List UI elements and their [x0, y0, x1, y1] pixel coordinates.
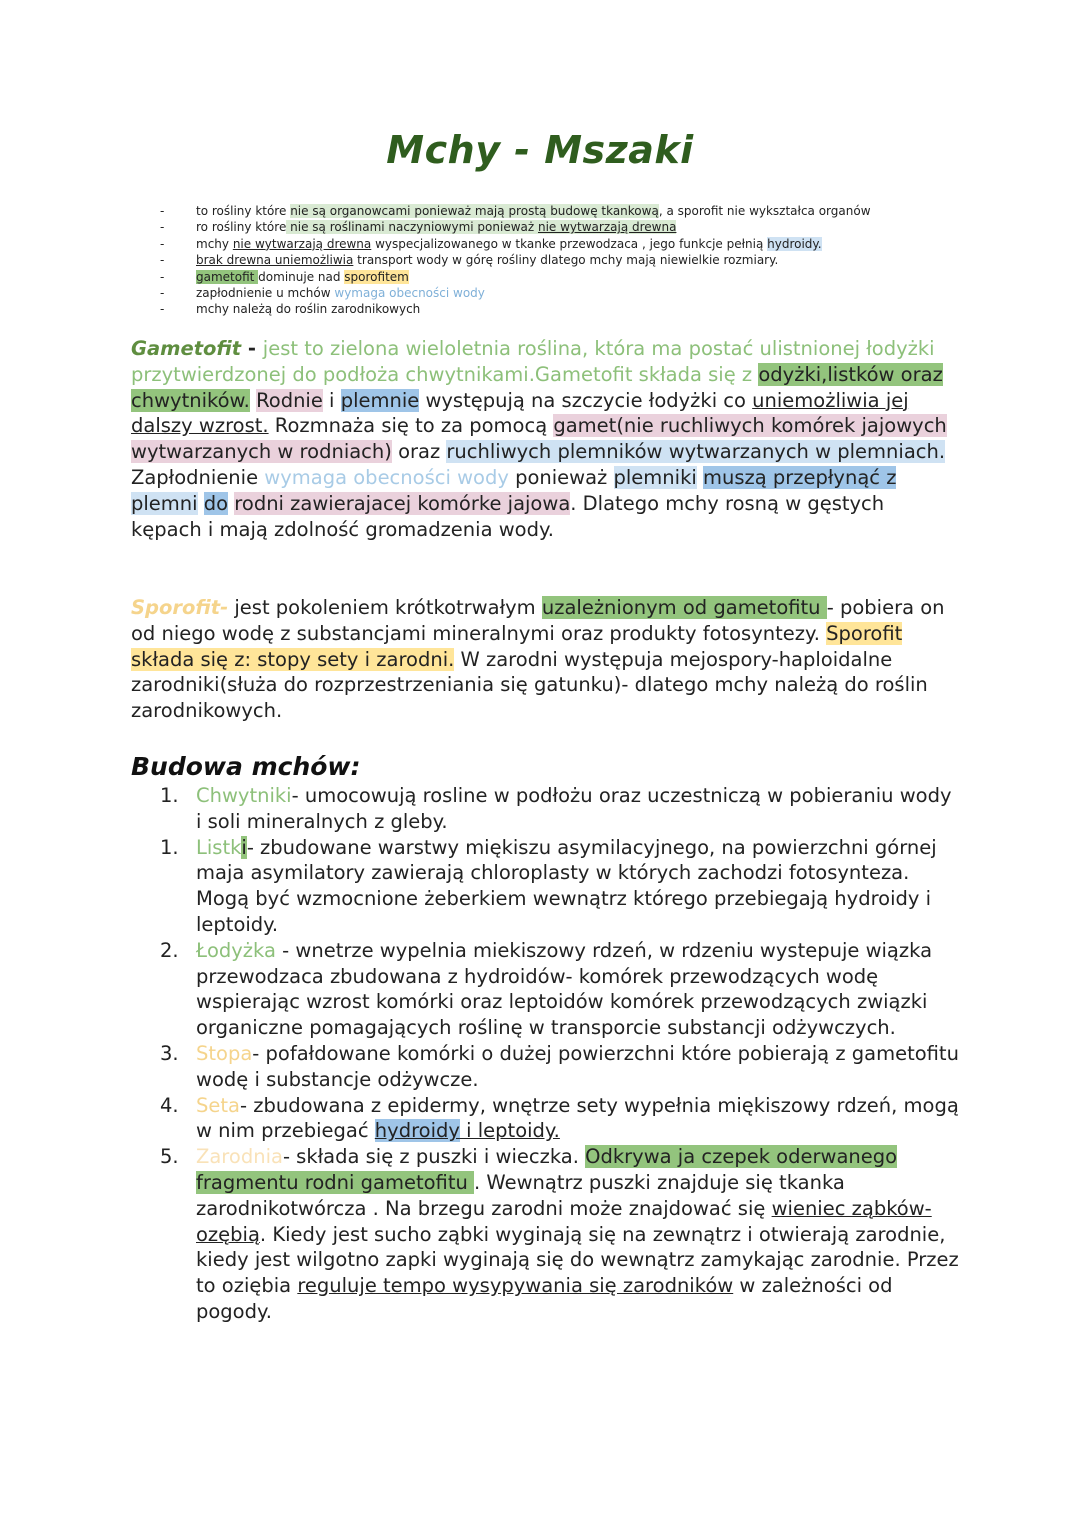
- list-item: - gametofit dominuje nad sporofitem: [160, 269, 980, 285]
- list-item: - mchy należą do roślin zarodnikowych: [160, 301, 980, 317]
- list-item: 4. Seta- zbudowana z epidermy, wnętrze sety wypełnia miękiszowy rdzeń, mogą w nim przebiegać hydroidy i leptoidy.: [160, 1093, 959, 1143]
- list-item: - to rośliny które nie są organowcami ponieważ mają prostą budowę tkankową, a sporofit nie wykształca organów: [160, 203, 980, 219]
- gametofit-term: Gametofit: [131, 337, 242, 360]
- list-item: - mchy nie wytwarzają drewna wyspecjalizowanego w tkanke przewodzaca , jego funkcje pełnią hydroidy.: [160, 236, 980, 252]
- list-item: 3. Stopa- pofałdowane komórki o dużej powierzchni które pobierają z gametofitu wodę i substancje odżywcze.: [160, 1041, 959, 1091]
- list-item: 5. Zarodnia- składa się z puszki i wieczka. Odkrywa ja czepek oderwanego fragmentu rodni gametofitu . Wewnątrz puszki znajduje się tkanka zarodnikotwórcza . Na brzegu zarodni może znajdować się wieniec ząbków- ozębią. Kiedy jest sucho ząbki wyginają się na zewnątrz i otwierają zarodnie, kiedy jest wilgotno zapki wyginają się do wewnątrz zamykając zarodnie. Przez to ozięb​ia reguluje tempo wysypywania się zarodników w zależności od pogody.: [160, 1145, 959, 1323]
- section-heading: Budowa mchów:: [131, 752, 361, 781]
- page-title: Mchy - Mszaki: [386, 128, 694, 172]
- sporofit-paragraph: Sporofit- jest pokoleniem krótkotrwałym uzależnionym od gametofitu - pobiera on od niego wodę z substancjami mineralnymi oraz produkty fotosyntezy. Sporofit składa się z: stopy sety i zarodni. W zarodni występuja mejospory-haploidalne zarodniki(służa do rozprzestrzeniania się gatunku)- dlatego mchy należą do roślin zarodnikowych.: [131, 596, 945, 723]
- list-item: 2. Łodyżka - wnetrze wypelnia miekiszowy rdzeń, w rdzeniu wystepuje wiązka przewodzaca zbudowana z hydroidów- komórek przewodzących wodę wspierając wzrost komórki oraz leptoidów komórek przewodzących związki organiczne pomagających roślinę w transporcie substancji odżywczych.: [160, 938, 933, 1040]
- list-item: - zapłodnienie u mchów wymaga obecności wody: [160, 285, 980, 301]
- list-item: 1. Listki- zbudowane warstwy miękiszu asymilacyjnego, na powierzchni górnej maja asymilatory zawierają chloroplasty w których zachodzi fotosynteza. Mogą być wzmocnione żeberkiem wewnątrz którego przebiegają hydroidy i leptoidy.: [160, 835, 937, 936]
- gametofit-paragraph: Gametofit - jest to zielona wieloletnia roślina, która ma postać ulistnionej łodyżki przytwierdzonej do podłoża chwytnikami.Gametofit składa się z odyżki,listków oraz chwytników. Rodnie i plemnie występują na szczycie łodyżki co uniemożliwia jej dalszy wzrost. Rozmnaża się to za pomocą gamet(nie ruchliwych komórek jajowych wytwarzanych w rodniach) oraz ruchliwych plemników wytwarzanych w plemniach. Zapłodnienie wymaga obecności wody ponieważ plemniki muszą przepłynąć z plemni do rodni zawierajacej komórke jajowa. Dlatego mchy rosną w gęstych kępach i mają zdolność gromadzenia wody.: [131, 337, 947, 541]
- budowa-list: [160, 783, 960, 1325]
- summary-bullets: [160, 203, 980, 318]
- list-item: 1. Chwytniki- umocowują rosline w podłożu oraz uczestniczą w pobieraniu wody i soli mineralnych z gleby.: [160, 784, 952, 833]
- sporofit-term: Sporofit-: [131, 596, 229, 619]
- list-item: - ro rośliny które nie są roślinami naczyniowymi ponieważ nie wytwarzają drewna: [160, 219, 980, 235]
- list-item: - brak drewna uniemożliwia transport wody w górę rośliny dlatego mchy mają niewielkie rozmiary.: [160, 252, 980, 268]
